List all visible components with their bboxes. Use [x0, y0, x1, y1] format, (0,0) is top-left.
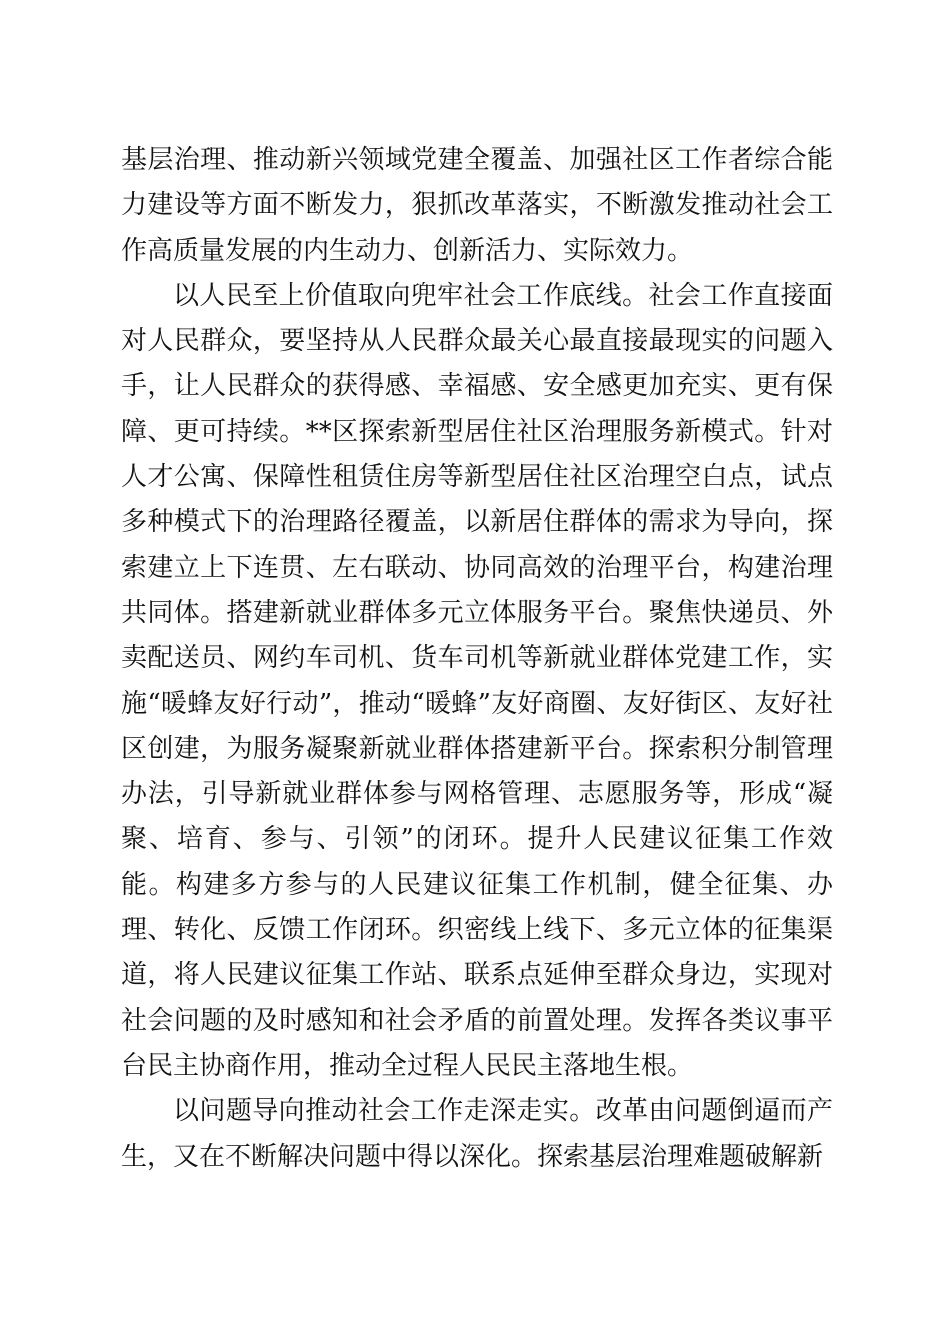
paragraph-1: 基层治理、推动新兴领域党建全覆盖、加强社区工作者综合能力建设等方面不断发力，狠抓改革落实，不断激发推动社会工作高质量发展的内生动力、创新活力、实际效力。: [121, 145, 833, 266]
paragraph-3: 以问题导向推动社会工作走深走实。改革由问题倒逼而产生，又在不断解决问题中得以深化。探索基层治理难题破解新: [121, 1096, 833, 1172]
paragraph-2: 以人民至上价值取向兜牢社会工作底线。社会工作直接面对人民群众，要坚持从人民群众最关心最直接最现实的问题入手，让人民群众的获得感、幸福感、安全感更加充实、更有保障、更可持续。**区探索新型居住社区治理服务新模式。针对人才公寓、保障性租赁住房等新型居住社区治理空白点，试点多种模式下的治理路径覆盖，以新居住群体的需求为导向，探索建立上下连贯、左右联动、协同高效的治理平台，构建治理共同体。搭建新就业群体多元立体服务平台。聚焦快递员、外卖配送员、网约车司机、货车司机等新就业群体党建工作，实施“暖蜂友好行动”，推动“暖蜂”友好商圈、友好街区、友好社区创建，为服务凝聚新就业群体搭建新平台。探索积分制管理办法，引导新就业群体参与网格管理、志愿服务等，形成“凝聚、培育、参与、引领”的闭环。提升人民建议征集工作效能。构建多方参与的人民建议征集工作机制，健全征集、办理、转化、反馈工作闭环。织密线上线下、多元立体的征集渠道，将人民建议征集工作站、联系点延伸至群众身边，实现对社会问题的及时感知和社会矛盾的前置处理。发挥各类议事平台民主协商作用，推动全过程人民民主落地生根。: [121, 280, 833, 1081]
body-text: [121, 138, 833, 1180]
